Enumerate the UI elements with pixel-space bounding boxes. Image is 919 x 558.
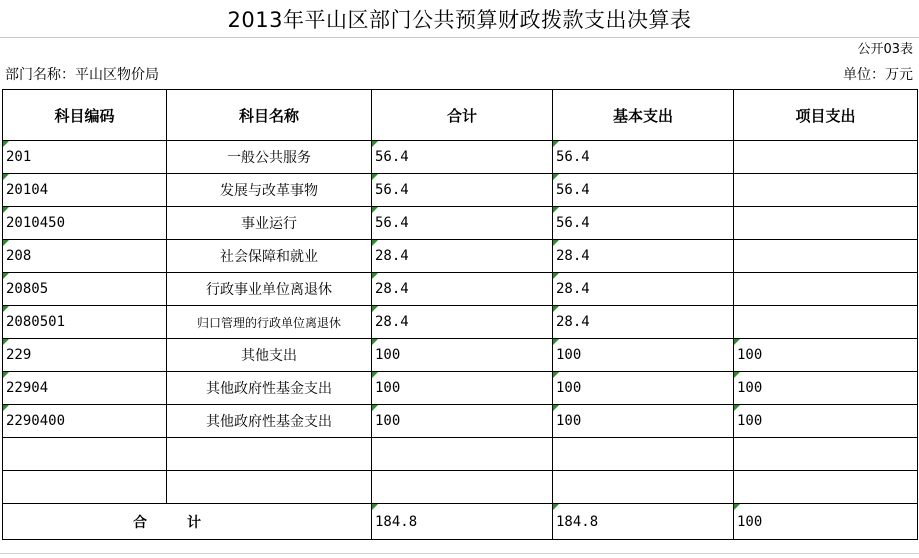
budget-table — [2, 89, 918, 540]
cell-name[interactable]: 一般公共服务 — [167, 141, 372, 174]
cell-total[interactable]: 56.4 — [372, 174, 553, 207]
cell-name[interactable]: 行政事业单位离退休 — [167, 273, 372, 306]
table-title: 2013年平山区部门公共预算财政拨款支出决算表 — [227, 7, 692, 32]
table-row — [3, 339, 918, 372]
table-row — [3, 174, 918, 207]
cell-marker-icon — [372, 174, 378, 180]
cell-code[interactable] — [3, 438, 167, 471]
cell-marker-icon — [372, 339, 378, 345]
table-row — [3, 405, 918, 438]
cell-code[interactable]: 22904 — [3, 372, 167, 405]
cell-name[interactable] — [167, 471, 372, 504]
cell-code[interactable]: 2290400 — [3, 405, 167, 438]
table-row — [3, 306, 918, 339]
header-name[interactable]: 科目名称 — [167, 90, 372, 141]
unit-label: 单位：万元 — [843, 67, 913, 83]
cell-total[interactable]: 100 — [372, 339, 553, 372]
cell-marker-icon — [3, 405, 9, 411]
form-number: 公开03表 — [857, 42, 913, 57]
table-row — [3, 372, 918, 405]
total-row — [3, 504, 918, 540]
cell-total[interactable]: 28.4 — [372, 306, 553, 339]
cell-marker-icon — [372, 141, 378, 147]
sheet-bottom-divider — [0, 553, 919, 554]
cell-basic[interactable]: 56.4 — [553, 207, 734, 240]
cell-name[interactable]: 其他政府性基金支出 — [167, 405, 372, 438]
cell-basic[interactable]: 28.4 — [553, 240, 734, 273]
cell-basic[interactable]: 56.4 — [553, 174, 734, 207]
cell-basic[interactable] — [553, 471, 734, 504]
cell-project[interactable] — [734, 306, 918, 339]
cell-marker-icon — [3, 174, 9, 180]
table-row-empty — [3, 471, 918, 504]
cell-code[interactable]: 2080501 — [3, 306, 167, 339]
cell-marker-icon — [372, 306, 378, 312]
total-sum[interactable]: 184.8 — [372, 504, 553, 540]
table-row — [3, 240, 918, 273]
cell-marker-icon — [553, 504, 559, 510]
cell-name[interactable]: 归口管理的行政单位离退休 — [167, 306, 372, 339]
cell-total[interactable]: 28.4 — [372, 273, 553, 306]
cell-name[interactable]: 社会保障和就业 — [167, 240, 372, 273]
cell-marker-icon — [372, 504, 378, 510]
total-basic[interactable]: 184.8 — [553, 504, 734, 540]
cell-name[interactable]: 发展与改革事物 — [167, 174, 372, 207]
cell-marker-icon — [553, 306, 559, 312]
total-label[interactable]: 合计 — [3, 504, 372, 540]
header-code[interactable]: 科目编码 — [3, 90, 167, 141]
cell-basic[interactable]: 100 — [553, 405, 734, 438]
cell-name[interactable]: 其他支出 — [167, 339, 372, 372]
cell-marker-icon — [3, 273, 9, 279]
cell-marker-icon — [734, 372, 740, 378]
cell-marker-icon — [3, 372, 9, 378]
cell-basic[interactable]: 28.4 — [553, 306, 734, 339]
cell-total[interactable]: 100 — [372, 405, 553, 438]
cell-marker-icon — [553, 372, 559, 378]
cell-marker-icon — [553, 141, 559, 147]
cell-marker-icon — [553, 273, 559, 279]
header-total[interactable]: 合计 — [372, 90, 553, 141]
cell-marker-icon — [3, 306, 9, 312]
cell-basic[interactable]: 28.4 — [553, 273, 734, 306]
cell-total[interactable]: 56.4 — [372, 207, 553, 240]
header-project[interactable]: 项目支出 — [734, 90, 918, 141]
cell-project[interactable]: 100 — [734, 372, 918, 405]
cell-project[interactable] — [734, 273, 918, 306]
cell-marker-icon — [372, 207, 378, 213]
cell-marker-icon — [372, 240, 378, 246]
cell-marker-icon — [734, 339, 740, 345]
cell-total[interactable] — [372, 438, 553, 471]
title-divider — [0, 37, 919, 38]
cell-marker-icon — [553, 339, 559, 345]
cell-marker-icon — [553, 174, 559, 180]
table-row — [3, 207, 918, 240]
cell-marker-icon — [3, 207, 9, 213]
cell-project[interactable] — [734, 207, 918, 240]
cell-code[interactable]: 20805 — [3, 273, 167, 306]
cell-code[interactable] — [3, 471, 167, 504]
cell-project[interactable]: 100 — [734, 339, 918, 372]
cell-marker-icon — [372, 405, 378, 411]
cell-total[interactable]: 56.4 — [372, 141, 553, 174]
cell-code[interactable]: 201 — [3, 141, 167, 174]
cell-project[interactable]: 100 — [734, 405, 918, 438]
total-project[interactable]: 100 — [734, 504, 918, 540]
table-row — [3, 141, 918, 174]
cell-project[interactable] — [734, 471, 918, 504]
cell-basic[interactable] — [553, 438, 734, 471]
cell-marker-icon — [3, 141, 9, 147]
cell-basic[interactable]: 100 — [553, 339, 734, 372]
cell-marker-icon — [553, 405, 559, 411]
cell-marker-icon — [734, 504, 740, 510]
cell-basic[interactable]: 100 — [553, 372, 734, 405]
department-label: 部门名称：平山区物价局 — [5, 67, 159, 83]
cell-basic[interactable]: 56.4 — [553, 141, 734, 174]
cell-total[interactable] — [372, 471, 553, 504]
cell-total[interactable]: 28.4 — [372, 240, 553, 273]
cell-code[interactable]: 208 — [3, 240, 167, 273]
cell-marker-icon — [3, 240, 9, 246]
table-row-empty — [3, 438, 918, 471]
cell-code[interactable]: 229 — [3, 339, 167, 372]
cell-total[interactable]: 100 — [372, 372, 553, 405]
cell-project[interactable] — [734, 141, 918, 174]
cell-marker-icon — [3, 339, 9, 345]
cell-project[interactable] — [734, 240, 918, 273]
cell-project[interactable] — [734, 438, 918, 471]
cell-name[interactable] — [167, 438, 372, 471]
cell-marker-icon — [734, 405, 740, 411]
cell-name[interactable]: 其他政府性基金支出 — [167, 372, 372, 405]
header-row — [3, 90, 918, 141]
cell-name[interactable]: 事业运行 — [167, 207, 372, 240]
cell-code[interactable]: 20104 — [3, 174, 167, 207]
cell-marker-icon — [372, 273, 378, 279]
cell-marker-icon — [372, 372, 378, 378]
cell-project[interactable] — [734, 174, 918, 207]
header-basic[interactable]: 基本支出 — [553, 90, 734, 141]
cell-marker-icon — [553, 240, 559, 246]
cell-marker-icon — [553, 207, 559, 213]
cell-code[interactable]: 2010450 — [3, 207, 167, 240]
table-row — [3, 273, 918, 306]
